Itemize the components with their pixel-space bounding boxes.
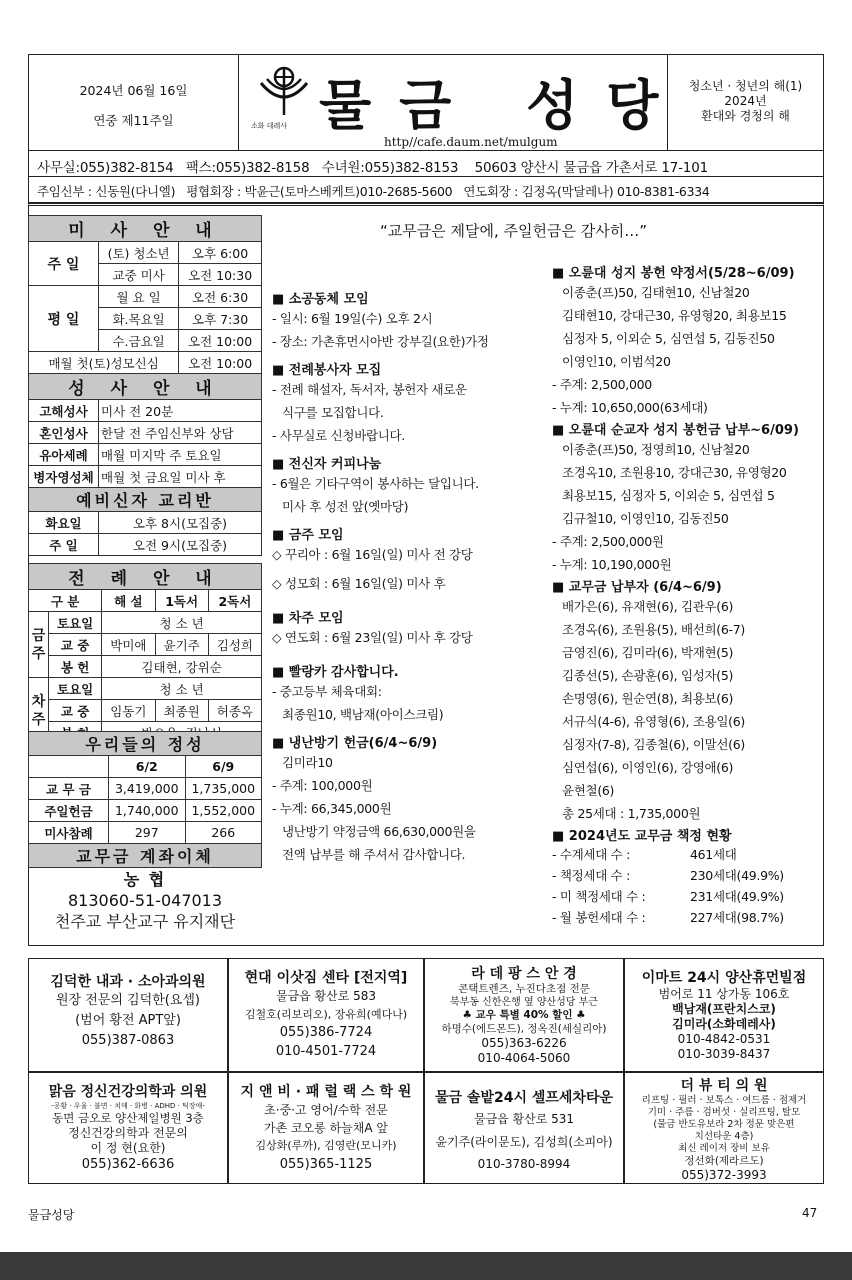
notice-line: 냉난방기 약정금액 66,630,000원을 <box>282 824 476 839</box>
mass-day: 화.목요일 <box>99 308 179 330</box>
elder-president: 연도회장 : 김정옥(막달레나) 010-8381-6334 <box>463 184 710 199</box>
ad-line: 치선타운 4층) <box>694 1131 754 1142</box>
cumulative-total: - 누계: 10,190,000원 <box>552 557 672 572</box>
ad-line: -공황 · 우울 · 불면 · 치매 · 화병 · ADHD · 틱장애- <box>51 1102 205 1110</box>
ad-line: 010-3780-8994 <box>477 1157 571 1171</box>
ad-line: 윤기주(라이문도), 김성희(소피아) <box>435 1135 613 1149</box>
ad-line: ♣ 교우 특별 40% 할인 ♣ <box>462 1009 586 1021</box>
role-label: 토요일 <box>49 678 102 700</box>
page-number: 47 <box>802 1206 818 1220</box>
ad-line: 정신건강의학과 전문의 <box>68 1126 188 1140</box>
ad-line: 이 정 현(요한) <box>90 1141 166 1155</box>
youth-label: 청 소 년 <box>102 678 262 700</box>
ad-line: 055)386-7724 <box>279 1025 373 1040</box>
class-time: 오후 8시(모집중) <box>99 512 262 534</box>
notice-line: 미사 후 성전 앞(옛마당) <box>282 499 409 514</box>
notice-line: - 6월은 기타구역이 봉사하는 달입니다. <box>272 476 479 491</box>
notice-line: - 누계: 66,345,000원 <box>272 801 392 816</box>
role-label: 토요일 <box>49 612 102 634</box>
logo-caption: 소화 데레사 <box>251 122 288 130</box>
weekday-label: 평 일 <box>29 286 99 352</box>
sacrament-title: 성 사 안 내 <box>29 374 262 400</box>
ad-line: 010-4501-7724 <box>275 1044 377 1059</box>
stat-row <box>552 865 824 886</box>
ad-line: 010-3039-8437 <box>677 1047 771 1061</box>
stat-label: - 월 봉헌세대 수 : <box>552 910 646 925</box>
account-title: 교무금 계좌이체 <box>29 844 262 868</box>
donation-heading: ■ 오륜대 성지 봉헌 약정서(5/28~6/09) <box>552 266 795 281</box>
notice-heading: ■ 전례봉사자 모집 <box>272 363 382 378</box>
ad-line: 기미 · 주름 · 검버섯 · 실리프팅, 탈모 <box>647 1107 801 1118</box>
mass-time: 오전 10:00 <box>179 330 262 352</box>
col-header: 구 분 <box>29 590 102 612</box>
account-info <box>28 869 262 932</box>
offering-type: 교 무 금 <box>29 778 109 800</box>
donation-heading: ■ 오륜대 순교자 성지 봉헌금 납부~6/09) <box>552 423 799 438</box>
payer-line: 윤현철(6) <box>562 783 615 798</box>
mass-time: 오후 7:30 <box>179 308 262 330</box>
offering-quote: “교무금은 제달에, 주일헌금은 감사히…” <box>380 222 647 240</box>
sacrament-info: 미사 전 20분 <box>99 400 262 422</box>
notice-heading: ■ 소공동체 모임 <box>272 292 369 307</box>
ad-academy <box>228 1072 424 1184</box>
role-label: 교 중 <box>49 634 102 656</box>
stat-row <box>552 886 824 907</box>
offering-value: 1,740,000 <box>109 800 186 822</box>
payer-line: 금영진(6), 김미라(6), 박재현(5) <box>562 645 734 660</box>
sacrament-name: 혼인성사 <box>29 422 99 444</box>
offering-date: 6/9 <box>185 756 262 778</box>
class-day: 화요일 <box>29 512 99 534</box>
notice-heading: ■ 냉난방기 헌금(6/4~6/9) <box>272 736 438 751</box>
sacrament-name: 고해성사 <box>29 400 99 422</box>
ad-beauty-clinic <box>624 1072 824 1184</box>
bulletin-date: 2024년 06월 16일 <box>79 83 188 98</box>
notice-line: - 일시: 6월 19일(수) 오후 2시 <box>272 311 433 326</box>
footer-church: 물금성당 <box>28 1208 75 1222</box>
offering-title: 우리들의 정성 <box>29 732 262 756</box>
ad-line: 055)365-1125 <box>279 1157 373 1172</box>
ad-moving <box>228 958 424 1072</box>
offering-table <box>28 731 262 868</box>
ad-line: 055)387-0863 <box>81 1033 175 1048</box>
payer-line: 김종선(5), 손광훈(6), 임성자(5) <box>562 668 734 683</box>
notice-line: ◇ 꾸리아 : 6월 16일(일) 미사 전 강당 <box>272 547 473 562</box>
weekly-total: - 주계: 2,500,000 <box>552 377 652 392</box>
reader-1: 윤기주 <box>155 634 208 656</box>
cumulative-total: - 누계: 10,650,000(63세대) <box>552 400 708 415</box>
council-president: 평협회장 : 박윤근(토마스베케트)010-2685-5600 <box>186 184 453 199</box>
mass-time: 오전 10:00 <box>179 352 262 374</box>
donor-line: 이영인10, 이범석20 <box>562 354 671 369</box>
year-theme <box>668 54 824 151</box>
payer-line: 심연섭(6), 이영인(6), 강영애(6) <box>562 760 734 775</box>
sacrament-name: 병자영성체 <box>29 466 99 488</box>
notice-line: ◇ 성모회 : 6월 16일(일) 미사 후 <box>272 576 446 591</box>
donor-line: 김태현10, 강대근30, 유영형20, 최용보15 <box>562 308 787 323</box>
notice-heading: ■ 차주 모임 <box>272 611 344 626</box>
ad-line: (물금 반도유보라 2차 정문 맞은편 <box>653 1119 795 1130</box>
ad-line: 물금읍 황산로 531 <box>473 1112 575 1126</box>
bank-name: 농 협 <box>123 870 167 889</box>
notice-line: 최종원10, 백남재(아이스크림) <box>282 707 444 722</box>
donation-column <box>552 262 824 928</box>
mass-time: 오전 6:30 <box>179 286 262 308</box>
ad-line: 하명수(에드몬드), 정옥진(세실리아) <box>441 1023 607 1035</box>
ad-line: 동면 금오로 양산제일병원 3층 <box>52 1111 204 1125</box>
bottom-bar <box>0 1252 852 1280</box>
ad-line: 정선화(제라르도) <box>684 1155 764 1167</box>
commentator: 박미애 <box>102 634 155 656</box>
sacrament-name: 유아세례 <box>29 444 99 466</box>
account-holder: 천주교 부산교구 유지재단 <box>54 912 236 931</box>
this-week-label: 금주 <box>29 612 49 678</box>
payer-line: 손명영(6), 원순연(8), 최용보(6) <box>562 691 734 706</box>
mass-schedule-table <box>28 215 262 556</box>
year-theme-line: 청소년 · 청년의 해(1) <box>688 79 803 93</box>
header-title-box <box>238 54 687 151</box>
offering-value: 1,552,000 <box>185 800 262 822</box>
ad-line: 055)362-6636 <box>81 1157 175 1172</box>
notice-line: - 사무실로 신청바랍니다. <box>272 428 405 443</box>
ad-carwash <box>424 1072 624 1184</box>
ad-line: 김미라(소화데레사) <box>672 1017 776 1031</box>
ad-title: 물금 솔밭24시 셀프세차타운 <box>435 1090 613 1106</box>
donation-heading: ■ 교무금 납부자 (6/4~6/9) <box>552 580 722 595</box>
ad-title: 지 앤 비 · 패 럴 랙 스 학 원 <box>240 1084 412 1100</box>
offertory: 김태현, 강위순 <box>102 656 262 678</box>
liturgy-title: 전 례 안 내 <box>29 564 262 590</box>
sunday-label: 주 일 <box>29 242 99 286</box>
ad-line: 리프팅 · 필러 · 보톡스 · 여드름 · 점제거 <box>641 1095 807 1106</box>
ad-line: 055)372-3993 <box>681 1168 767 1182</box>
ad-line: 010-4064-5060 <box>477 1051 571 1065</box>
ad-clinic <box>28 958 228 1072</box>
stat-label: - 수계세대 수 : <box>552 847 631 862</box>
ad-title: 현대 이삿짐 센타 [전지역] <box>244 970 408 986</box>
payer-total: 총 25세대 : 1,735,000원 <box>562 806 701 821</box>
offering-date: 6/2 <box>109 756 186 778</box>
fax-number: 팩스:055)382-8158 <box>185 160 310 176</box>
sacrament-info: 매월 첫 금요일 미사 후 <box>99 466 262 488</box>
payer-line: 서규식(4-6), 유영형(6), 조용일(6) <box>562 714 745 729</box>
offering-value: 3,419,000 <box>109 778 186 800</box>
ad-line: 초·중·고 영어/수학 전문 <box>264 1103 388 1117</box>
notice-line: - 전례 해설자, 독서자, 봉헌자 새로운 <box>272 382 467 397</box>
notice-line: ◇ 연도회 : 6월 23일(일) 미사 후 강당 <box>272 630 473 645</box>
donation-heading: ■ 2024년도 교무금 책정 현황 <box>552 829 732 844</box>
payer-line: 심정자(7-8), 김종철(6), 이말선(6) <box>562 737 745 752</box>
office-phone: 사무실:055)382-8154 <box>37 160 174 176</box>
ad-line: 055)363-6226 <box>481 1036 567 1050</box>
stat-row <box>552 844 824 865</box>
notice-line: - 장소: 가촌휴먼시아반 강부길(요한)가정 <box>272 334 489 349</box>
sacrament-info: 매월 미지막 주 토요일 <box>99 444 262 466</box>
role-label: 교 중 <box>49 700 102 722</box>
notice-line: - 주계: 100,000원 <box>272 778 373 793</box>
mass-time: 오전 10:30 <box>179 264 262 286</box>
stat-row <box>552 907 824 928</box>
class-day: 주 일 <box>29 534 99 556</box>
stat-label: - 책정세대 수 : <box>552 868 631 883</box>
ad-line: 010-4842-0531 <box>677 1032 771 1046</box>
reader-2: 김성희 <box>208 634 261 656</box>
payer-line: 배가은(6), 유재현(6), 김관우(6) <box>562 599 734 614</box>
donor-line: 조경옥10, 조원용10, 강대근30, 유영형20 <box>562 465 787 480</box>
ad-line: 콘택트렌즈, 누진다초점 전문 <box>458 983 590 995</box>
pastor: 주임신부 : 신동원(다니엘) <box>37 184 176 199</box>
ad-title: 라 데 팡 스 안 경 <box>471 966 577 982</box>
notice-line: 전액 납부를 해 주셔서 감사합니다. <box>282 847 466 862</box>
offering-value: 1,735,000 <box>185 778 262 800</box>
ad-mental-clinic <box>28 1072 228 1184</box>
ad-line: (범어 황전 APT앞) <box>75 1013 181 1028</box>
ad-title: 더 뷰 티 의 원 <box>680 1078 768 1094</box>
year-theme-line: 환대와 경청의 해 <box>701 109 790 123</box>
address: 50603 양산시 물금읍 가촌서로 17-101 <box>474 160 708 176</box>
notice-heading: ■ 금주 모임 <box>272 528 344 543</box>
ad-line: 원장 전문의 김덕한(요셉) <box>56 993 200 1008</box>
notice-line: 김미라10 <box>282 755 333 770</box>
class-time: 오전 9시(모집중) <box>99 534 262 556</box>
mass-day: 수.금요일 <box>99 330 179 352</box>
ad-title: 맑음 정신건강의학과 의원 <box>48 1084 208 1100</box>
mass-name: (토) 청소년 <box>99 242 179 264</box>
donor-line: 최용보15, 심정자 5, 이외순 5, 심연섭 5 <box>562 488 775 503</box>
role-label: 봉 헌 <box>49 656 102 678</box>
ad-line: 최신 레이저 장비 보유 <box>678 1143 770 1154</box>
ad-optician <box>424 958 624 1072</box>
year-theme-line: 2024년 <box>724 94 767 108</box>
contact-line <box>28 151 824 177</box>
donor-line: 이종춘(프)50, 정영희10, 신남철20 <box>562 442 750 457</box>
offering-value: 266 <box>185 822 262 844</box>
offering-type: 주일헌금 <box>29 800 109 822</box>
liturgy-table <box>28 563 262 744</box>
stat-value: 230세대(49.9%) <box>690 868 784 883</box>
stat-value: 461세대 <box>690 847 737 862</box>
cafe-url[interactable]: http//cafe.daum.net/mulgum <box>384 135 558 149</box>
reader-1: 최종원 <box>155 700 208 722</box>
ad-line: 가촌 코오롱 하늘채A 앞 <box>264 1121 388 1135</box>
ad-emart <box>624 958 824 1072</box>
donor-line: 심정자 5, 이외순 5, 심연섭 5, 김동진50 <box>562 331 775 346</box>
notice-line: 식구를 모집합니다. <box>282 405 384 420</box>
church-logo-icon <box>253 65 315 127</box>
col-header: 해 설 <box>102 590 155 612</box>
mass-day: 월 요 일 <box>99 286 179 308</box>
first-saturday-mass: 매월 첫(토)성모신심 <box>29 352 179 374</box>
youth-label: 청 소 년 <box>102 612 262 634</box>
col-header: 2독서 <box>208 590 261 612</box>
offering-value: 297 <box>109 822 186 844</box>
stat-label: - 미 책정세대 수 : <box>552 889 646 904</box>
convent-phone: 수녀원:055)382-8153 <box>321 160 459 176</box>
reader-2: 허종옥 <box>208 700 261 722</box>
donor-line: 김규철10, 이영인10, 김동진50 <box>562 511 729 526</box>
notice-line: - 중고등부 체육대회: <box>272 684 382 699</box>
mass-title: 미 사 안 내 <box>29 216 262 242</box>
commentator: 임동기 <box>102 700 155 722</box>
ad-line: 북부동 신한은행 옆 양산성당 부근 <box>450 997 598 1008</box>
notice-heading: ■ 전신자 커피나눔 <box>272 457 382 472</box>
ad-title: 이마트 24시 양산휴먼빌점 <box>641 970 807 986</box>
mass-name: 교중 미사 <box>99 264 179 286</box>
notice-column <box>272 282 552 866</box>
donor-line: 이종춘(프)50, 김태현10, 신남철20 <box>562 285 750 300</box>
stat-value: 227세대(98.7%) <box>690 910 784 925</box>
ad-line: 김상화(루까), 김영란(모니카) <box>255 1139 397 1152</box>
staff-line <box>28 177 824 203</box>
header-date-box <box>28 54 238 151</box>
notice-heading: ■ 빨랑카 감사합니다. <box>272 665 399 680</box>
col-header: 1독서 <box>155 590 208 612</box>
next-week-label: 차주 <box>29 678 49 744</box>
liturgical-week: 연중 제11주일 <box>93 113 174 128</box>
ad-title: 김덕한 내과 · 소아과의원 <box>50 974 206 990</box>
weekly-total: - 주계: 2,500,000원 <box>552 534 664 549</box>
mass-time: 오후 6:00 <box>179 242 262 264</box>
payer-line: 조경옥(6), 조원용(5), 배선희(6-7) <box>562 622 745 637</box>
sacrament-info: 한달 전 주임신부와 상담 <box>99 422 262 444</box>
offering-type: 미사참례 <box>29 822 109 844</box>
ad-line: 물금읍 황산로 583 <box>275 989 377 1003</box>
stat-value: 231세대(49.9%) <box>690 889 784 904</box>
catechumen-title: 예비신자 교리반 <box>29 488 262 512</box>
ad-line: 범어로 11 상가동 106호 <box>658 987 790 1001</box>
ad-line: 백남재(프란치스코) <box>672 1002 776 1016</box>
church-title: 물금 성당 <box>319 73 687 137</box>
account-number: 813060-51-047013 <box>67 891 223 910</box>
ad-line: 김철호(리보리오), 장유희(예다나) <box>244 1008 408 1021</box>
